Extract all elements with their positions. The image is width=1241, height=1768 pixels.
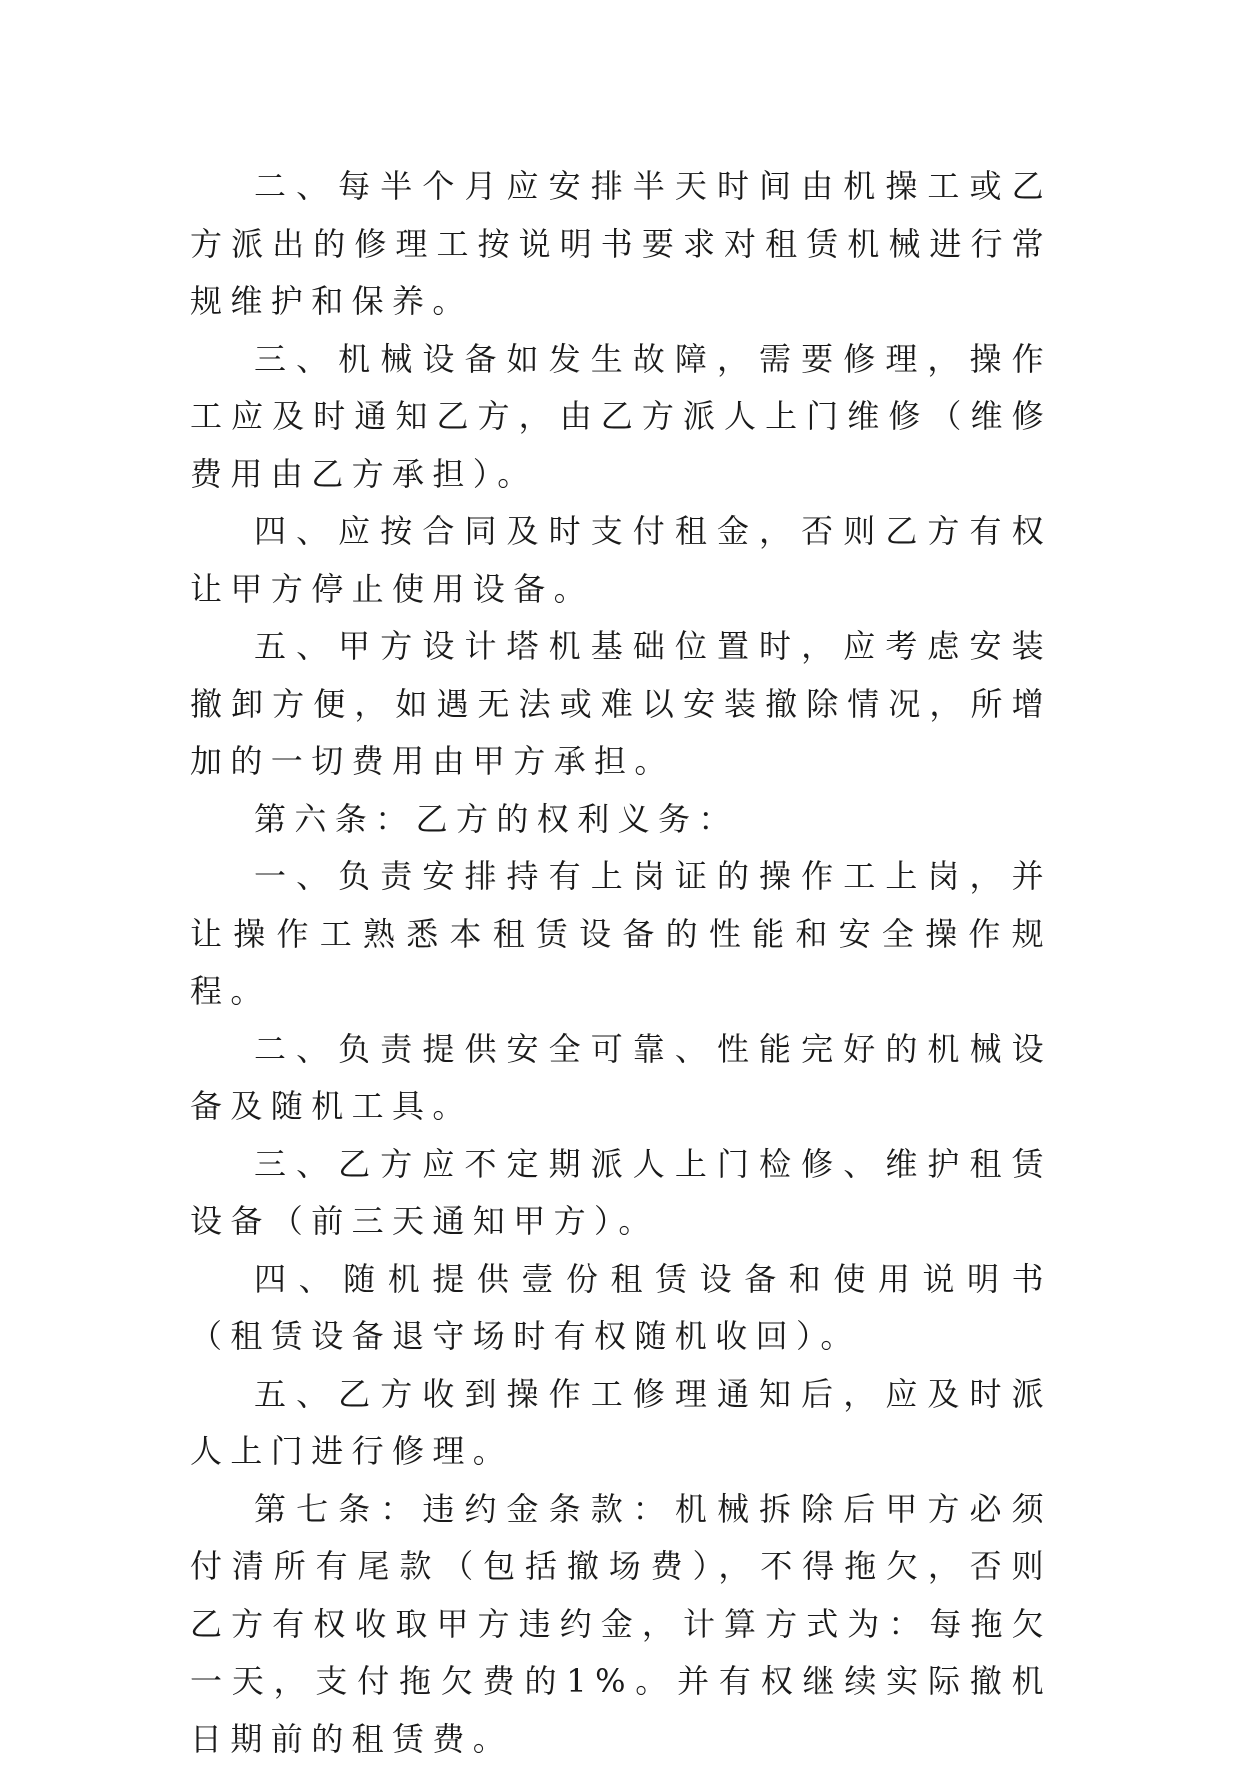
clause-paragraph-manual: 四、随机提供壹份租赁设备和使用说明书（租赁设备退守场时有权随机收回）。 [190,1251,1052,1366]
clause-paragraph-equipment: 二、负责提供安全可靠、性能完好的机械设备及随机工具。 [190,1021,1052,1136]
clause-paragraph-repair-response: 五、乙方收到操作工修理通知后，应及时派人上门进行修理。 [190,1366,1052,1481]
article-six-heading: 第六条：乙方的权利义务： [190,791,1052,849]
clause-paragraph-rent-payment: 四、应按合同及时支付租金，否则乙方有权让甲方停止使用设备。 [190,503,1052,618]
clause-paragraph-repair-notice: 三、机械设备如发生故障，需要修理，操作工应及时通知乙方，由乙方派人上门维修（维修费用由乙方承担）。 [190,331,1052,504]
clause-paragraph-inspection: 三、乙方应不定期派人上门检修、维护租赁设备（前三天通知甲方）。 [190,1136,1052,1251]
article-seven-penalty: 第七条：违约金条款：机械拆除后甲方必须付清所有尾款（包括撤场费），不得拖欠，否则乙方有权收取甲方违约金，计算方式为：每拖欠一天，支付拖欠费的1%。并有权继续实际撤机日期前的租赁费。 [190,1481,1052,1768]
document-body [190,158,1052,1768]
clause-paragraph-maintenance: 二、每半个月应安排半天时间由机操工或乙方派出的修理工按说明书要求对租赁机械进行常规维护和保养。 [190,158,1052,331]
clause-paragraph-operator: 一、负责安排持有上岗证的操作工上岗，并让操作工熟悉本租赁设备的性能和安全操作规程。 [190,848,1052,1021]
clause-paragraph-foundation: 五、甲方设计塔机基础位置时，应考虑安装撤卸方便，如遇无法或难以安装撤除情况，所增加的一切费用由甲方承担。 [190,618,1052,791]
